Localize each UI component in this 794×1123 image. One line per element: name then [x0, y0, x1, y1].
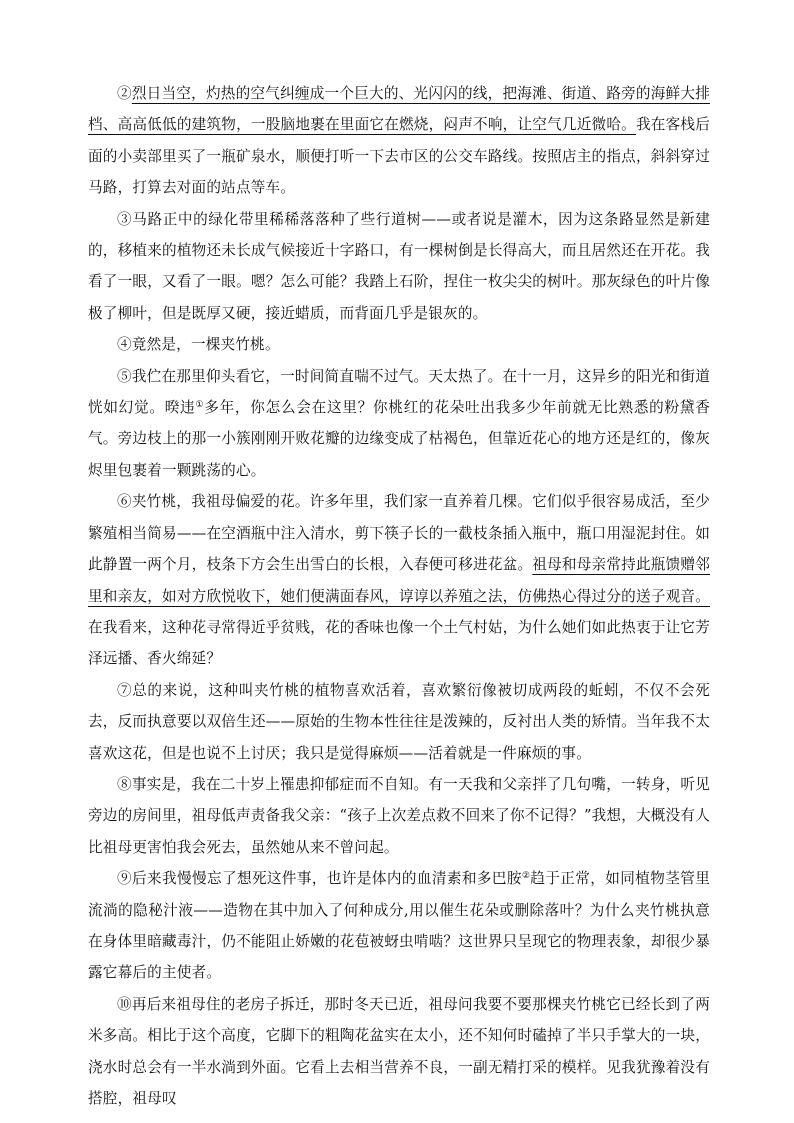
paragraph-number: ④	[117, 336, 132, 354]
paragraph-2	[88, 78, 710, 204]
paragraph-number: ⑥	[117, 493, 132, 511]
paragraph-text: 竟然是，一棵夹竹桃。	[131, 336, 280, 354]
paragraph-number: ③	[117, 210, 133, 228]
footnote-marker: ②	[521, 871, 531, 882]
paragraph-number: ⑨	[117, 870, 132, 888]
paragraph-8	[88, 769, 710, 863]
paragraph-number: ⑩	[117, 995, 132, 1013]
paragraph-number: ②	[117, 85, 132, 102]
paragraph-text: 事实是，我在二十岁上罹患抑郁症而不自知。有一天我和父亲拌了几句嘴，一转身，听见旁边的房间里，祖母低声责备我父亲：“孩子上次差点救不回来了你不记得？”我想，大概没有人比祖母更害怕我会死去，虽然她从来不曾问起。	[88, 775, 710, 856]
paragraph-3	[88, 204, 710, 330]
paragraph-text: 再后来祖母住的老房子拆迁，那时冬天已近，祖母问我要不要那棵夹竹桃它已经长到了两米多高。相比于这个高度，它脚下的粗陶花盆实在太小，还不知何时磕掉了半只手掌大的一块，浇水时总会有一半水淌到外面。它看上去相当营养不良，一副无精打采的模样。见我犹豫着没有搭腔，祖母叹	[88, 995, 710, 1107]
paragraph-9	[88, 863, 710, 989]
paragraph-7	[88, 675, 710, 769]
paragraph-6	[88, 486, 710, 674]
article-body	[88, 78, 710, 1114]
paragraph-number: ⑤	[117, 367, 132, 385]
paragraph-text: 总的来说，这种叫夹竹桃的植物喜欢活着，喜欢繁衍像被切成两段的蚯蚓，不仅不会死去，反而执意要以双倍生还——原始的生物本性往往是泼辣的，反衬出人类的矫情。当年我不太喜欢这花，但是也说不上讨厌；我只是觉得麻烦——活着就是一件麻烦的事。	[88, 681, 710, 762]
paragraph-text: 马路正中的绿化带里稀稀落落种了些行道树——或者说是灌木，因为这条路显然是新建的，移植来的植物还未长成气候接近十字路口，有一棵树倒是长得高大，而且居然还在开花。我看了一眼，又看了一眼。嗯？怎么可能？我踏上石阶，捏住一枚尖尖的树叶。那灰绿色的叶片像极了柳叶，但是既厚又硬，接近蜡质，而背面几乎是银灰的。	[88, 210, 710, 322]
paragraph-5	[88, 361, 710, 487]
underlined-sentence: 祖母和母亲常持此瓶馈赠邻里和亲友，如对方欣悦收下，她们便满面春风，谆谆以养殖之法，仿佛热心得过分的送子观音。	[88, 556, 710, 605]
paragraph-text: 夹竹桃，我祖母偏爱的花。许多年里，我们家一直养着几棵。它们似乎很容易成活，至少繁殖相当简易——在空酒瓶中注入清水，剪下筷子长的一截枝条插入瓶中，瓶口用湿泥封住。如此静置一两个月，枝条下方会生出雪白的长根，入春便可移进花盆。	[88, 493, 710, 574]
paragraph-10	[88, 989, 710, 1115]
paragraph-text: 趋于正常，如同植物茎管里流淌的隐秘汁液——造物在其中加入了何种成分,用以催生花朵或删除落叶？为什么夹竹桃执意在身体里暗藏毒汁，仍不能阻止娇嫩的花苞被蚜虫啃啮？这世界只呈现它的物理表象，却很少暴露它幕后的主使者。	[88, 870, 710, 982]
paragraph-4	[88, 329, 710, 360]
paragraph-text: 我在客栈后面的小卖部里买了一瓶矿泉水，顺便打听一下去市区的公交车路线。按照店主的指点，斜斜穿过马路，打算去对面的站点等车。	[88, 116, 710, 197]
paragraph-text: 在我看来，这种花寻常得近乎贫贱，花的香味也像一个土气村姑，为什么她们如此热衷于让它芳泽远播、香火绵延？	[88, 618, 710, 668]
underlined-sentence: 烈日当空，灼热的空气纠缠成一个巨大的、光闪闪的线，把海滩、街道、路旁的海鲜大排档、高高低低的建筑物，一股脑地裹在里面它在燃烧，闷声不响，让空气几近微哈。	[88, 85, 710, 134]
paragraph-text: 我伫在那里仰头看它，一时间简直喘不过气。天太热了。在十一月，这异乡的阳光和街道恍如幻觉。暌违	[88, 367, 710, 417]
paragraph-text: 后来我慢慢忘了想死这件事，也许是体内的血清素和多巴胺	[132, 870, 522, 888]
footnote-marker: ①	[195, 400, 205, 411]
paragraph-text: 多年，你怎么会在这里？你桃红的花朵吐出我多少年前就无比熟悉的粉黛香气。旁边枝上的那一小簇刚刚开败花瓣的边缘变成了枯褐色，但靠近花心的地方还是红的，像灰烬里包裹着一颗跳荡的心。	[88, 399, 710, 479]
paragraph-number: ⑦	[117, 681, 133, 699]
paragraph-number: ⑧	[117, 775, 132, 793]
